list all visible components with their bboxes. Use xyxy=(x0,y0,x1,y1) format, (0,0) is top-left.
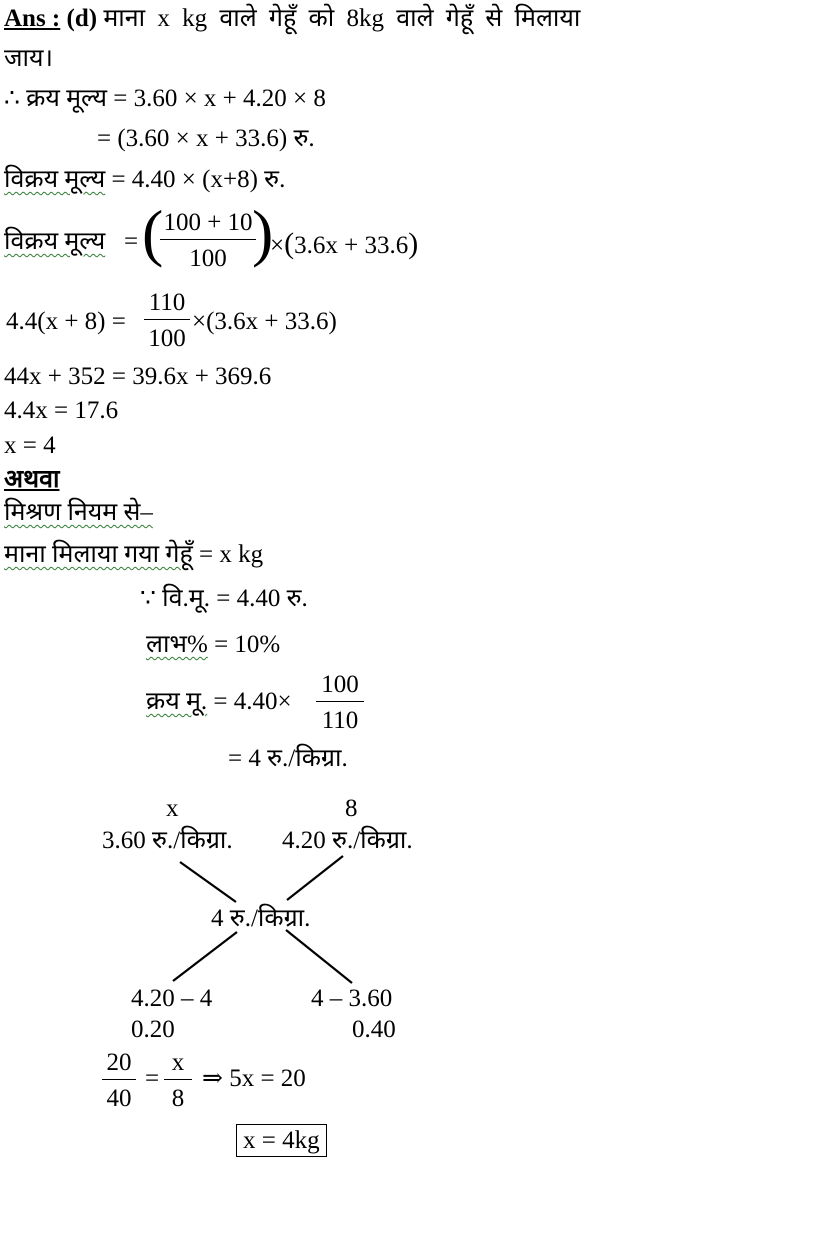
big-left-paren: ( xyxy=(142,197,164,268)
equation-1-rest: ×(3.6x + 33.6) xyxy=(192,308,337,335)
final-answer: x = 4kg xyxy=(236,1124,327,1157)
implies-line: ⇒ 5x = 20 xyxy=(202,1065,306,1092)
right-price: 4.20 रु./किग्रा. xyxy=(282,827,413,854)
cost-abbrev-label: क्रय मू. xyxy=(146,688,208,715)
cost-price-simplified: = (3.60 × x + 33.6) रु. xyxy=(97,125,315,152)
cost-expression: 3.6x + 33.6 xyxy=(294,232,409,259)
or-heading: अथवा xyxy=(4,466,60,493)
right-difference: 0.40 xyxy=(352,1016,396,1043)
cost-abbrev-expr: = 4.40× xyxy=(213,688,292,715)
ratio-denominator: 40 xyxy=(102,1079,136,1111)
quantity-denominator: 8 xyxy=(164,1079,192,1111)
alligation-rule-label: मिश्रण नियम से– xyxy=(4,499,153,526)
equation-1-denominator: 100 xyxy=(144,319,190,351)
profit-percent-label: लाभ% xyxy=(146,631,208,658)
sp-abbrev-value: = 4.40 रु. xyxy=(209,585,308,612)
cost-price-label: क्रय मूल्य xyxy=(26,85,107,112)
answer-label: Ans : xyxy=(4,5,61,32)
left-quantity: x xyxy=(166,795,179,822)
selling-price-eq-sign: = xyxy=(124,228,139,255)
assumption-label: माना मिलाया गया गेहूँ xyxy=(4,541,193,568)
ratio-numerator: 20 xyxy=(106,1049,132,1076)
final-answer-box xyxy=(236,1128,327,1153)
cost-price-result-text: = 4 रु./किग्रा. xyxy=(228,745,348,772)
answer-option: (d) xyxy=(66,5,98,32)
left-difference-expr: 4.20 – 4 xyxy=(131,985,213,1012)
selling-price-label-2: विक्रय मूल्य xyxy=(4,228,106,255)
left-price: 3.60 रु./किग्रा. xyxy=(102,827,233,854)
right-difference-expr: 4 – 3.60 xyxy=(311,985,393,1012)
times-symbol: × xyxy=(270,232,285,259)
equation-1-lhs: 4.4(x + 8) = xyxy=(6,308,126,335)
answer-statement-text: माना x kg वाले गेहूँ को 8kg वाले गेहूँ से मिलाया xyxy=(103,5,581,32)
selling-price-label: विक्रय मूल्य xyxy=(4,166,106,193)
profit-percent-value: = 10% xyxy=(207,631,281,658)
cost-price-expr: = 3.60 × x + 4.20 × 8 xyxy=(106,85,326,112)
big-right-paren: ) xyxy=(252,197,274,268)
ratio-fraction xyxy=(102,1050,136,1111)
profit-fraction-denominator: 100 xyxy=(160,239,256,271)
equation-4: x = 4 xyxy=(4,432,56,459)
therefore-symbol: ∴ xyxy=(4,85,20,112)
cost-fraction-numerator: 100 xyxy=(321,671,359,698)
sp-abbrev-label: वि.मू. xyxy=(162,585,210,612)
because-symbol: ∵ xyxy=(140,585,156,612)
equation-2: 44x + 352 = 39.6x + 369.6 xyxy=(4,363,272,390)
profit-fraction-numerator: 100 + 10 xyxy=(163,209,253,236)
selling-price-product: ×(3.6x + 33.6) xyxy=(270,227,419,260)
quantity-fraction xyxy=(164,1050,192,1111)
equation-3: 4.4x = 17.6 xyxy=(4,397,119,424)
ratio-equals: = xyxy=(145,1065,160,1092)
cost-fraction-denominator: 110 xyxy=(316,701,364,733)
answer-statement-line2: जाय। xyxy=(4,45,54,72)
quantity-numerator: x xyxy=(171,1049,185,1076)
left-difference: 0.20 xyxy=(131,1016,175,1043)
assumption-expr: = x kg xyxy=(192,541,264,568)
selling-price-expr: = 4.40 × (x+8) रु. xyxy=(105,166,286,193)
mean-price: 4 रु./किग्रा. xyxy=(211,905,311,932)
equation-1-numerator: 110 xyxy=(148,289,186,316)
right-quantity: 8 xyxy=(345,795,358,822)
